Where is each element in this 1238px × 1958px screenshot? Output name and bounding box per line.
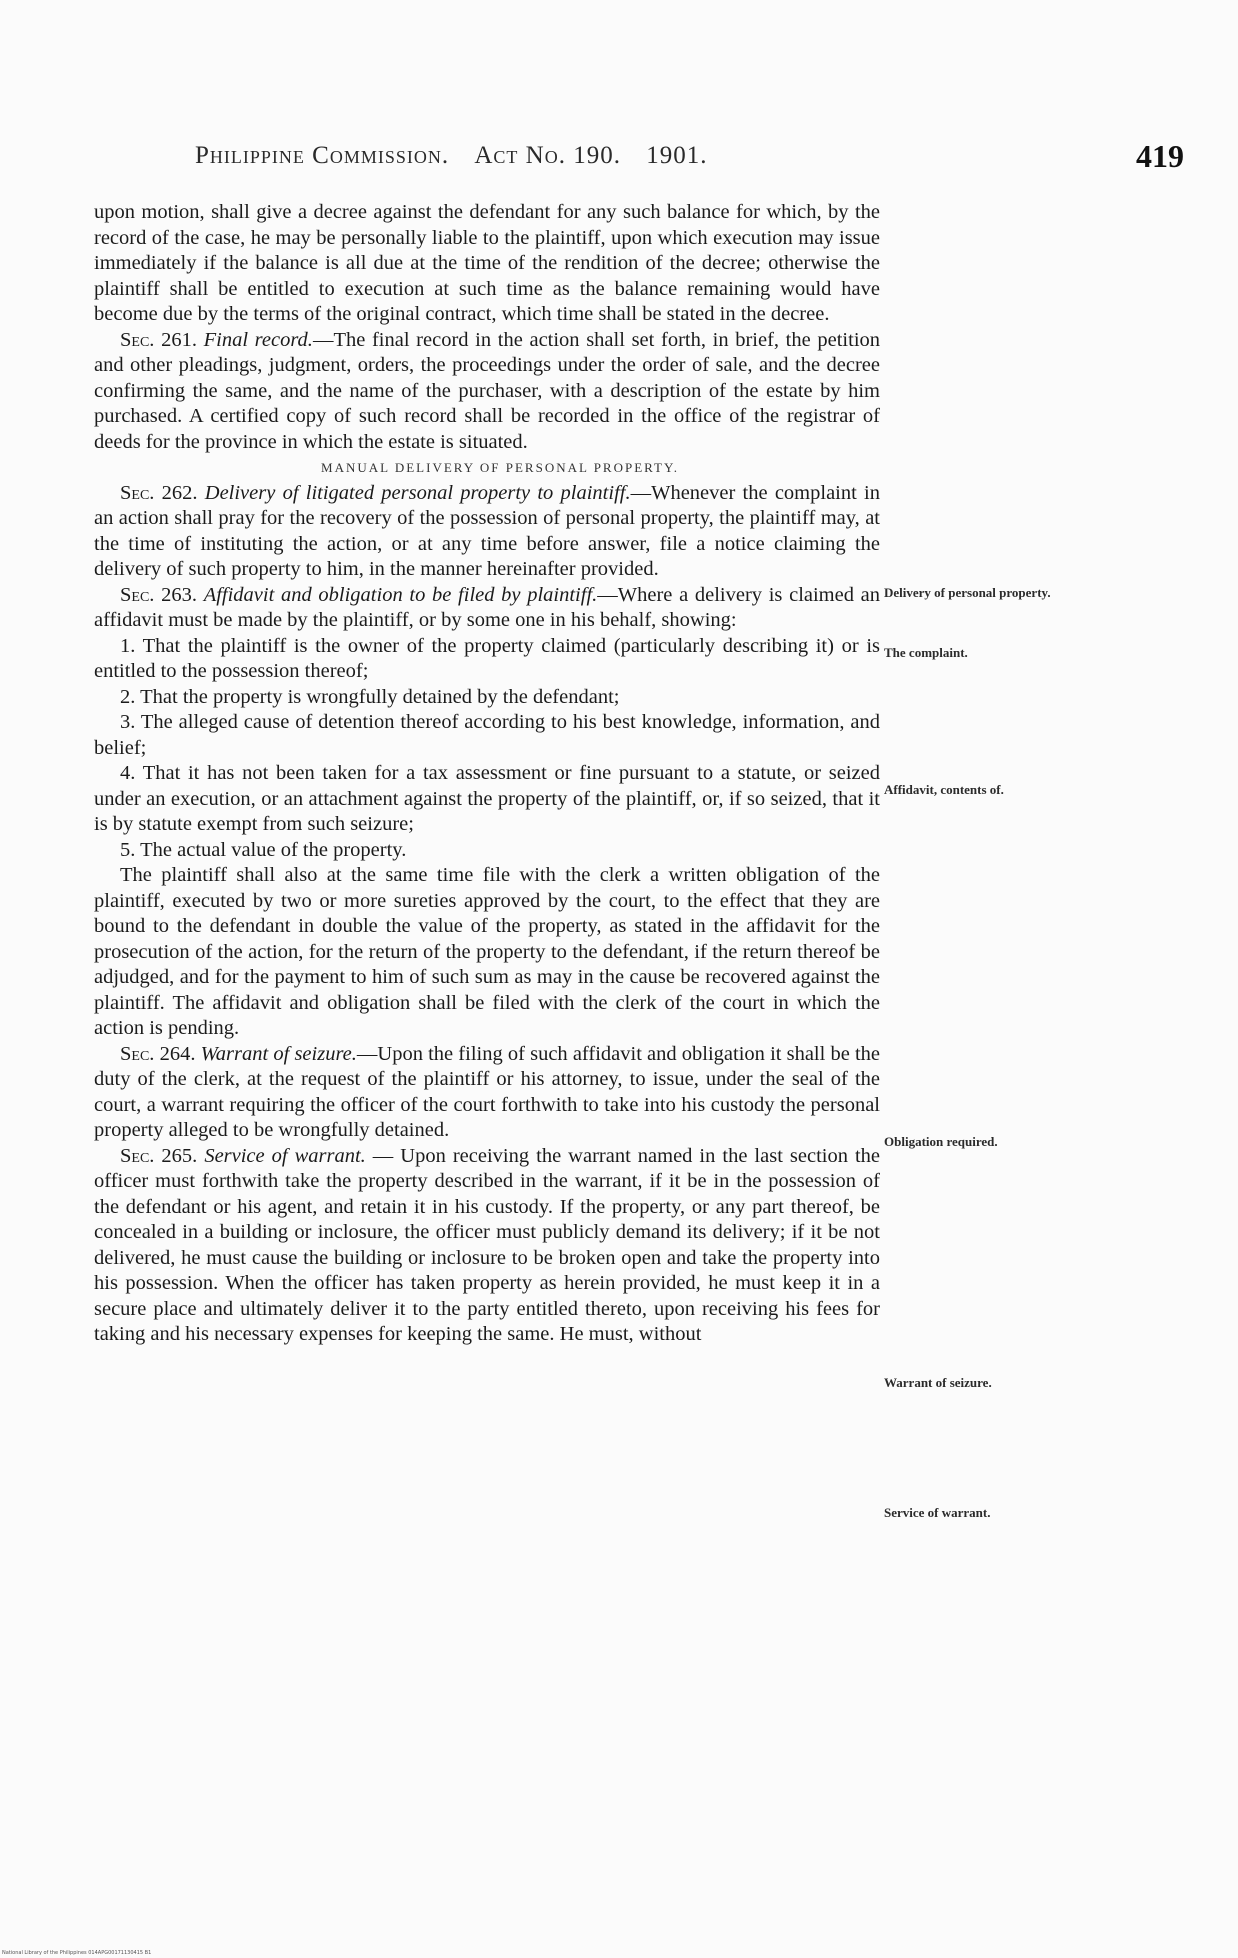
list-item: 3. The alleged cause of detention thereof according to his best knowledge, information, and belief;: [94, 711, 880, 759]
section-label: Sec. 263.: [120, 583, 197, 606]
marginal-note-affidavit: Affidavit, contents of.: [884, 782, 1004, 797]
section-body: — Upon receiving the warrant named in the last section the officer must forthwith take the property described in the warrant, if it be in the possession of the defendant or his agent, and retain it in his custody. If the property, or any part thereof, be concealed in a building or inclosure, the officer must publicly demand its delivery; if it be not delivered, he must cause the building or inclosure to be broken open and take the property into his possession. When the officer has taken property as herein provided, he must keep it in a secure place and ultimately deliver it to the party entitled thereto, upon receiving his fees for taking and his necessary expenses for keeping the same. He must, without: [94, 1144, 881, 1345]
section-label: Sec. 262.: [120, 481, 198, 504]
section-264: [94, 1042, 880, 1144]
page-number: 419: [1136, 138, 1184, 174]
marginal-note-warrant: Warrant of seizure.: [884, 1375, 992, 1390]
section-title: Warrant of seizure.: [200, 1042, 357, 1065]
obligation-paragraph: The plaintiff shall also at the same time file with the clerk a written obligation of the plaintiff, executed by two or more sureties approved by the court, to the effect that they are bound to the defendant in double the value of the property, as stated in the affidavit for the prosecution of the action, for the return of the property to the defendant, if the return thereof be adjudged, and for the payment to him of such sum as may in the cause be recovered against the plaintiff. The affidavit and obligation shall be filed with the clerk of the court in which the action is pending.: [94, 864, 880, 1039]
section-heading: MANUAL DELIVERY OF PERSONAL PROPERTY.: [321, 460, 679, 475]
list-item: 1. That the plaintiff is the owner of the property claimed (particularly describing it) or is entitled to the possession thereof;: [94, 634, 880, 682]
list-item: 4. That it has not been taken for a tax assessment or fine pursuant to a statute, or seized under an execution, or an attachment against the property of the plaintiff, or, if so seized, that it is by statute exempt from such seizure;: [94, 762, 880, 835]
section-title: Affidavit and obligation to be filed by plaintiff.: [203, 583, 598, 606]
list-item: 2. That the property is wrongfully detained by the defendant;: [120, 685, 620, 708]
section-title: Service of warrant.: [204, 1144, 366, 1167]
section-title: Final record.: [203, 328, 313, 351]
section-265: [94, 1144, 880, 1348]
header-act: Act No. 190.: [474, 142, 621, 169]
marginal-note-complaint: The complaint.: [884, 645, 968, 660]
header-year: 1901.: [646, 142, 708, 169]
section-label: Sec. 265.: [120, 1144, 198, 1167]
scan-footer: National Library of the Philippines 014APG00171130415 B1: [2, 1950, 152, 1956]
body-text: [94, 200, 880, 1348]
section-label: Sec. 261.: [120, 328, 197, 351]
list-item: 5. The actual value of the property.: [120, 838, 407, 861]
paragraph-continuation: upon motion, shall give a decree against the defendant for any such balance for which, by the record of the case, he may be personally liable to the plaintiff, upon which execution may issue immediately if the balance is all due at the time of the rendition of the decree; otherwise the plaintiff shall be entitled to execution at such time as the balance remaining would have become due by the terms of the original contract, which time shall be stated in the decree.: [94, 201, 880, 325]
header-commission: Philippine Commission.: [195, 142, 450, 169]
section-261: [94, 328, 880, 456]
section-title: Delivery of litigated personal property to plaintiff.: [204, 481, 631, 504]
section-label: Sec. 264.: [120, 1042, 196, 1065]
section-262: [94, 481, 880, 583]
marginal-note-obligation: Obligation required.: [884, 1134, 998, 1149]
section-body: —Where a delivery is claimed an affidavit must be made by the plaintiff, or by some one in his behalf, showing:: [94, 583, 881, 631]
marginal-note-delivery: Delivery of personal property.: [884, 585, 1051, 600]
section-body: —Upon the filing of such affidavit and obligation it shall be the duty of the clerk, at the request of the plaintiff or his attorney, to issue, under the seal of the court, a warrant requiring the officer of the court forthwith to take into his custody the personal property alleged to be wrongfully detained.: [94, 1042, 881, 1141]
section-263: [94, 583, 880, 634]
section-body: —The final record in the action shall set forth, in brief, the petition and other pleadings, judgment, orders, the proceedings under the order of sale, and the decree confirming the same, and the name of the purchaser, with a description of the estate by him purchased. A certified copy of such record shall be recorded in the office of the registrar of deeds for the province in which the estate is situated.: [94, 328, 881, 453]
marginal-note-service: Service of warrant.: [884, 1505, 991, 1520]
running-header: [195, 142, 725, 170]
section-body: —Whenever the complaint in an action shall pray for the recovery of the possession of personal property, the plaintiff may, at the time of instituting the action, or at any time before answer, file a notice claiming the delivery of such property to him, in the manner hereinafter provided.: [94, 481, 880, 580]
